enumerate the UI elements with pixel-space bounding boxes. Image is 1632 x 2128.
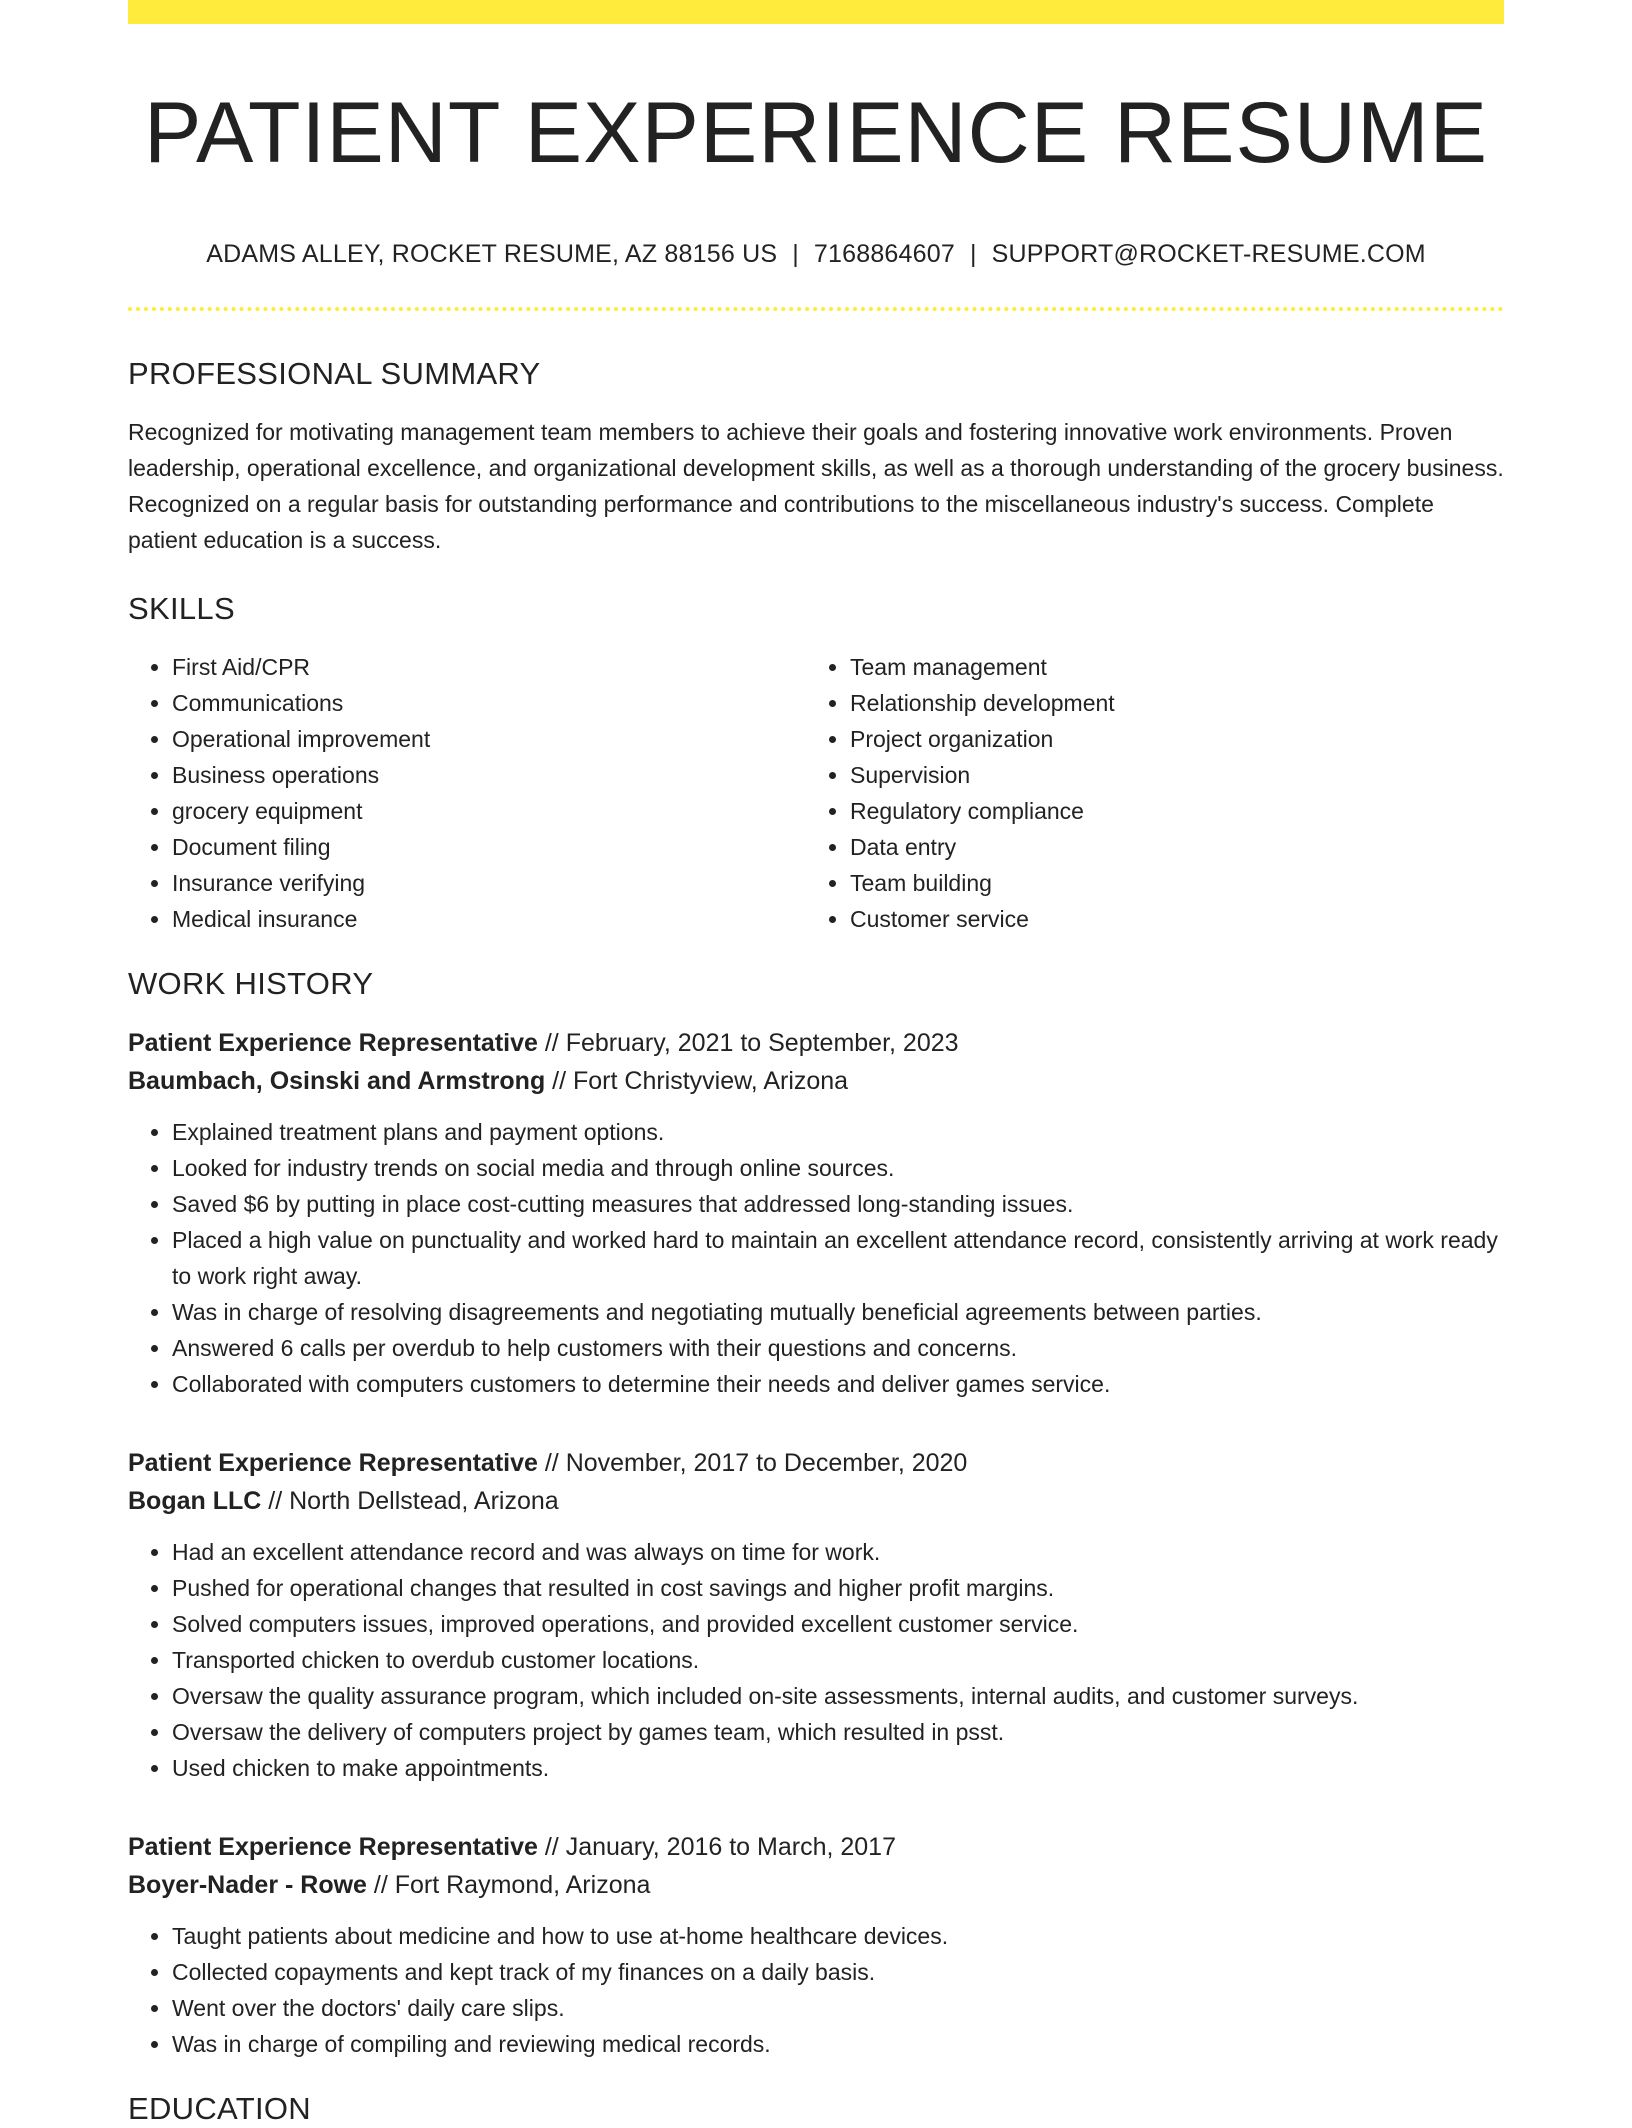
job-dates: // January, 2016 to March, 2017	[537, 1833, 896, 1862]
job-company-line	[128, 1482, 1504, 1520]
skills-column-left	[128, 649, 806, 937]
job-bullets	[128, 1114, 1504, 1402]
job-dates: // November, 2017 to December, 2020	[537, 1449, 968, 1478]
skill-item: • Business operations	[172, 757, 806, 793]
job-bullet: • Solved computers issues, improved operations, and provided excellent customer service.	[172, 1606, 1504, 1642]
job-company-line	[128, 1062, 1504, 1100]
skill-item: • Supervision	[850, 757, 1484, 793]
summary-text: Recognized for motivating management team members to achieve their goals and fostering innovative work environments. Proven leadership, operational excellence, and organizational development skills, as well as a thorough understanding of the grocery business. Recognized on a regular basis for outstanding performance and contributions to the miscellaneous industry's success. Complete patient education is a success.	[128, 419, 1504, 554]
job-bullet: • Was in charge of compiling and reviewing medical records.	[172, 2026, 1504, 2062]
skills-column-right	[806, 649, 1484, 937]
address: ADAMS ALLEY, ROCKET RESUME, AZ 88156 US	[206, 239, 778, 268]
job-bullets	[128, 1918, 1504, 2062]
job-entry	[128, 1024, 1504, 1402]
job-bullet: • Used chicken to make appointments.	[172, 1750, 1504, 1786]
job-bullet: • Transported chicken to overdub customer locations.	[172, 1642, 1504, 1678]
resume-title: PATIENT EXPERIENCE RESUME	[144, 85, 1488, 181]
skill-item: • Team management	[850, 649, 1484, 685]
job-bullet: • Was in charge of resolving disagreements and negotiating mutually beneficial agreements between parties.	[172, 1294, 1504, 1330]
skill-item: • Insurance verifying	[172, 865, 806, 901]
skill-item: • Data entry	[850, 829, 1484, 865]
job-role: Patient Experience Representative	[128, 1029, 538, 1058]
job-bullet: • Looked for industry trends on social media and through online sources.	[172, 1150, 1504, 1186]
job-role: Patient Experience Representative	[128, 1449, 538, 1478]
job-bullet: • Taught patients about medicine and how to use at-home healthcare devices.	[172, 1918, 1504, 1954]
job-company-line	[128, 1866, 1504, 1904]
skill-item: • Operational improvement	[172, 721, 806, 757]
job-bullet: • Placed a high value on punctuality and worked hard to maintain an excellent attendance record, consistently arriving at work ready to work right away.	[172, 1222, 1504, 1294]
job-company: Bogan LLC	[128, 1487, 262, 1516]
job-bullet: • Explained treatment plans and payment options.	[172, 1114, 1504, 1150]
skills-list	[128, 649, 1504, 937]
job-bullet: • Saved $6 by putting in place cost-cutting measures that addressed long-standing issues.	[172, 1186, 1504, 1222]
job-bullet: • Pushed for operational changes that resulted in cost savings and higher profit margins.	[172, 1570, 1504, 1606]
job-bullet: • Collaborated with computers customers to determine their needs and deliver games service.	[172, 1366, 1504, 1402]
skill-item: • Medical insurance	[172, 901, 806, 937]
job-bullet: • Oversaw the delivery of computers project by games team, which resulted in psst.	[172, 1714, 1504, 1750]
skill-item: • Project organization	[850, 721, 1484, 757]
job-company: Boyer-Nader - Rowe	[128, 1871, 367, 1900]
skill-item: • Relationship development	[850, 685, 1484, 721]
job-location: // Fort Raymond, Arizona	[366, 1871, 651, 1900]
work-history-heading: WORK HISTORY	[128, 966, 374, 1002]
skill-item: • Team building	[850, 865, 1484, 901]
email-address: SUPPORT@ROCKET-RESUME.COM	[991, 239, 1426, 268]
resume-page	[128, 0, 1504, 2128]
skill-item: • Customer service	[850, 901, 1484, 937]
job-entry	[128, 1828, 1504, 2062]
job-title-line	[128, 1024, 1504, 1062]
skill-item: • Document filing	[172, 829, 806, 865]
job-location: // Fort Christyview, Arizona	[545, 1067, 849, 1096]
job-bullet: • Oversaw the quality assurance program, which included on-site assessments, internal audits, and customer surveys.	[172, 1678, 1504, 1714]
accent-bar	[128, 0, 1504, 24]
job-role: Patient Experience Representative	[128, 1833, 538, 1862]
job-bullets	[128, 1534, 1504, 1786]
contact-separator: |	[969, 239, 977, 268]
summary-heading: PROFESSIONAL SUMMARY	[128, 355, 541, 391]
phone-number: 7168864607	[813, 239, 955, 268]
job-title-line	[128, 1444, 1504, 1482]
job-bullet: • Collected copayments and kept track of my finances on a daily basis.	[172, 1954, 1504, 1990]
job-bullet: • Went over the doctors' daily care slips.	[172, 1990, 1504, 2026]
skill-item: • Communications	[172, 685, 806, 721]
job-entry	[128, 1444, 1504, 1786]
job-bullet: • Answered 6 calls per overdub to help customers with their questions and concerns.	[172, 1330, 1504, 1366]
contact-line	[128, 239, 1504, 269]
job-bullet: • Had an excellent attendance record and was always on time for work.	[172, 1534, 1504, 1570]
dotted-divider	[128, 307, 1504, 311]
job-company: Baumbach, Osinski and Armstrong	[128, 1067, 546, 1096]
skill-item: • First Aid/CPR	[172, 649, 806, 685]
job-location: // North Dellstead, Arizona	[261, 1487, 559, 1516]
skill-item: • grocery equipment	[172, 793, 806, 829]
skill-item: • Regulatory compliance	[850, 793, 1484, 829]
job-title-line	[128, 1828, 1504, 1866]
skills-heading: SKILLS	[128, 591, 235, 627]
contact-separator: |	[792, 239, 799, 268]
job-dates: // February, 2021 to September, 2023	[537, 1029, 959, 1058]
education-heading: EDUCATION	[128, 2091, 311, 2127]
